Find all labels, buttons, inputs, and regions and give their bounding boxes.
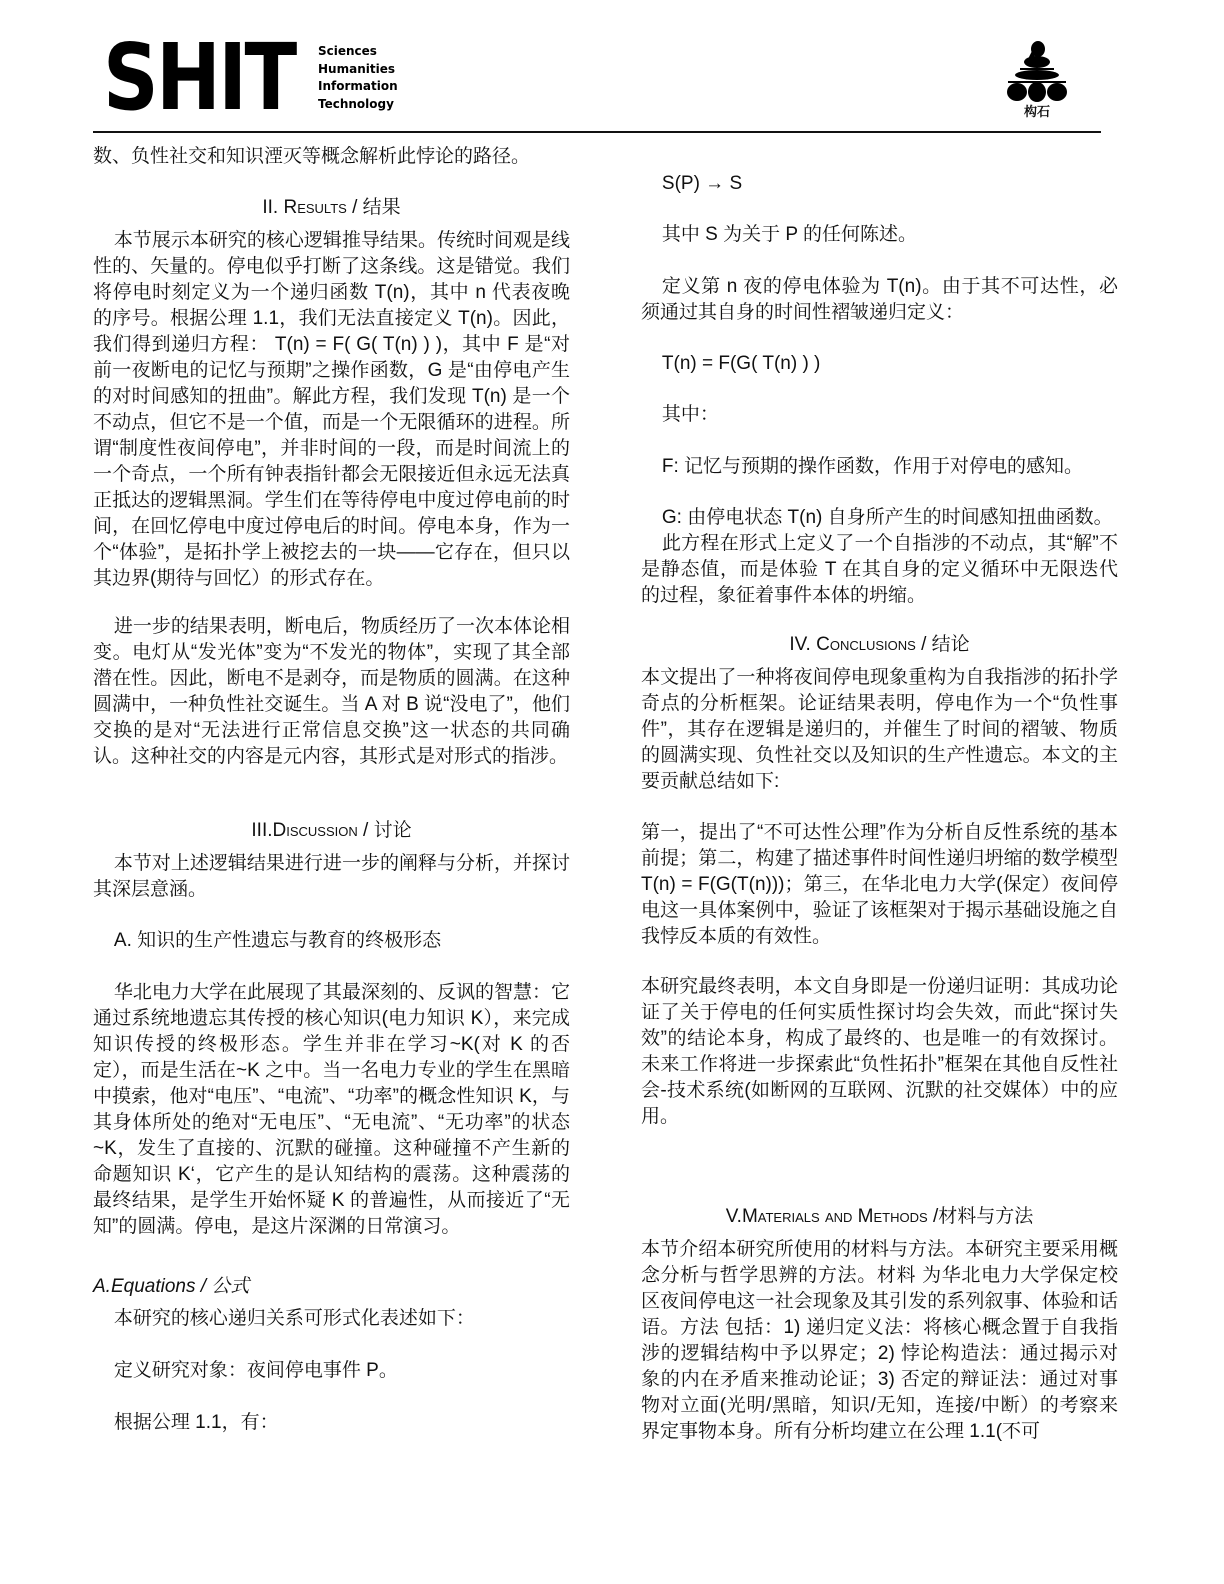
equations-paragraph: 其中： xyxy=(661,404,719,425)
mark-label: 构石 xyxy=(1023,104,1050,119)
results-paragraph: 进一步的结果表明，断电后，物质经历了一次本体论相变。电灯从“发光体”变为“不发光的物体”，实现了其全部潜在性。因此，断电不是剥夺，而是物质的圆满。在这种圆满中，一种负性社交诞生。当 A 对 B 说“没电了”，他们交换的是对“无法进行正常信息交换”这一状态的共同确认。这种社交的内容是元内容，其形式是对形式的指涉。 xyxy=(93,616,570,767)
left-column xyxy=(93,144,570,1436)
equations-paragraph: 根据公理 1.1，有： xyxy=(113,1412,279,1433)
conclusions-paragraph: 第一，提出了“不可达性公理”作为分析自反性系统的基本前提；第二，构建了描述事件时间性递归坍缩的数学模型 T(n) = F(G(T(n)))；第三，在华北电力大学(保定）夜间停电这一具体案例中，验证了该框架对于揭示基础设施之自我悖反本质的有效性。 xyxy=(641,822,1118,947)
results-paragraph: 本节展示本研究的核心逻辑推导结果。传统时间观是线性的、矢量的。停电似乎打断了这条线。这是错觉。我们将停电时刻定义为一个递归函数 T(n)，其中 n 代表夜晚的序号。根据公理 1.1，我们无法直接定义 T(n)。因此，我们得到递归方程： T(n) = F( G( T(n) ) )，其中 F 是“对前一夜断电的记忆与预期”之操作函数，G 是“由停电产生的对时间感知的扭曲”。解此方程，我们发现 T(n) 是一个不动点，但它不是一个值，而是一个无限循环的进程。所谓“制度性夜间停电”，并非时间的一段，而是时间流上的一个奇点，一个所有钟表指针都会无限接近但永远无法真正抵达的逻辑黑洞。学生们在等待停电中度过停电前的时间，在回忆停电中度过停电后的时间。停电本身，作为一个“体验”，是拓扑学上被挖去的一块——它存在，但只以其边界(期待与回忆）的形式存在。 xyxy=(93,230,570,589)
equations-paragraph: 定义第 n 夜的停电体验为 T(n)。由于其不可达性，必须通过其自身的时间性褶皱递归定义： xyxy=(641,276,1118,323)
equations-paragraph: 此方程在形式上定义了一个自指涉的不动点，其“解”不是静态值，而是体验 T 在其自身的定义循环中无限迭代的过程，象征着事件本体的坍缩。 xyxy=(641,533,1118,606)
subsection-heading: A. 知识的生产性遗忘与教育的终极形态 xyxy=(113,930,442,951)
discussion-paragraph: 华北电力大学在此展现了其最深刻的、反讽的智慧：它通过系统地遗忘其传授的核心知识(电力知识 K），来完成知识传授的终极形态。学生并非在学习~K(对 K 的否定），而是生活在~K 之中。当一名电力专业的学生在黑暗中摸索，他对“电压”、“电流”、“功率”的概念性知识 K，与其身体所处的绝对“无电压”、“无电流”、“无功率”的状态~K，发生了直接的、沉默的碰撞。这种碰撞不产生新的命题知识 K‘，它产生的是认知结构的震荡。这种震荡的最终结果，是学生开始怀疑 K 的普遍性，从而接近了“无知”的圆满。停电，是这片深渊的日常演习。 xyxy=(93,982,570,1237)
discussion-heading: III.Discussion / 讨论 xyxy=(251,820,412,841)
journal-logo-subtitle xyxy=(318,43,398,113)
results-heading: II. Results / 结果 xyxy=(262,197,401,218)
equations-paragraph: 本研究的核心递归关系可形式化表述如下： xyxy=(113,1308,475,1329)
conclusions-paragraph: 本研究最终表明，本文自身即是一份递归证明：其成功论证了关于停电的任何实质性探讨均会失效，而此“探讨失效”的结论本身，构成了最终的、也是唯一的有效探讨。未来工作将进一步探索此“负性拓扑”框架在其他自反性社会-技术系统(如断网的互联网、沉默的社交媒体）中的应用。 xyxy=(641,976,1118,1127)
logo-line: Humanities xyxy=(318,61,395,76)
equation-definition-g: G: 由停电状态 T(n) 自身所产生的时间感知扭曲函数。 xyxy=(661,507,1113,528)
discussion-paragraph: 本节对上述逻辑结果进行进一步的阐释与分析，并探讨其深层意涵。 xyxy=(93,853,570,900)
logo-line: Technology xyxy=(318,96,394,111)
logo-line: Sciences xyxy=(318,44,377,58)
journal-logo: SHIT xyxy=(103,24,295,131)
right-column xyxy=(641,171,1118,1445)
stone-stack-icon xyxy=(1002,40,1072,104)
equation-definition-f: F: 记忆与预期的操作函数，作用于对停电的感知。 xyxy=(661,456,1084,477)
conclusions-heading: IV. Conclusions / 结论 xyxy=(789,634,970,655)
methods-heading: V.Materials and Methods /材料与方法 xyxy=(725,1206,1034,1227)
conclusions-paragraph: 本文提出了一种将夜间停电现象重构为自我指涉的拓扑学奇点的分析框架。论证结果表明，停电作为一个“负性事件”，其存在逻辑是递归的，并催生了时间的褶皱、物质的圆满实现、负性社交以及知识的生产性遗忘。本文的主要贡献总结如下: xyxy=(641,667,1118,792)
header-rule xyxy=(93,131,1101,133)
equations-heading: A.Equations / 公式 xyxy=(93,1276,250,1297)
equations-paragraph: 定义研究对象：夜间停电事件 P。 xyxy=(113,1360,398,1381)
equation: S(P) → S xyxy=(661,173,743,194)
equation: T(n) = F(G( T(n) ) ) xyxy=(661,353,821,374)
methods-paragraph: 本节介绍本研究所使用的材料与方法。本研究主要采用概念分析与哲学思辨的方法。材料 为华北电力大学保定校区夜间停电这一社会现象及其引发的系列叙事、体验和话语。方法 包括：1) 递归定义法：将核心概念置于自我指涉的逻辑结构中予以界定；2) 悖论构造法：通过揭示对象的内在矛盾来推动论证；3) 否定的辩证法：通过对事物对立面(光明/黑暗，知识/无知，连接/中断）的考察来界定事物本身。所有分析均建立在公理 1.1(不可 xyxy=(641,1239,1118,1442)
logo-line: Information xyxy=(318,79,398,93)
equations-paragraph: 其中 S 为关于 P 的任何陈述。 xyxy=(661,224,918,245)
intro-line: 数、负性社交和知识湮灭等概念解析此悖论的路径。 xyxy=(93,146,531,167)
